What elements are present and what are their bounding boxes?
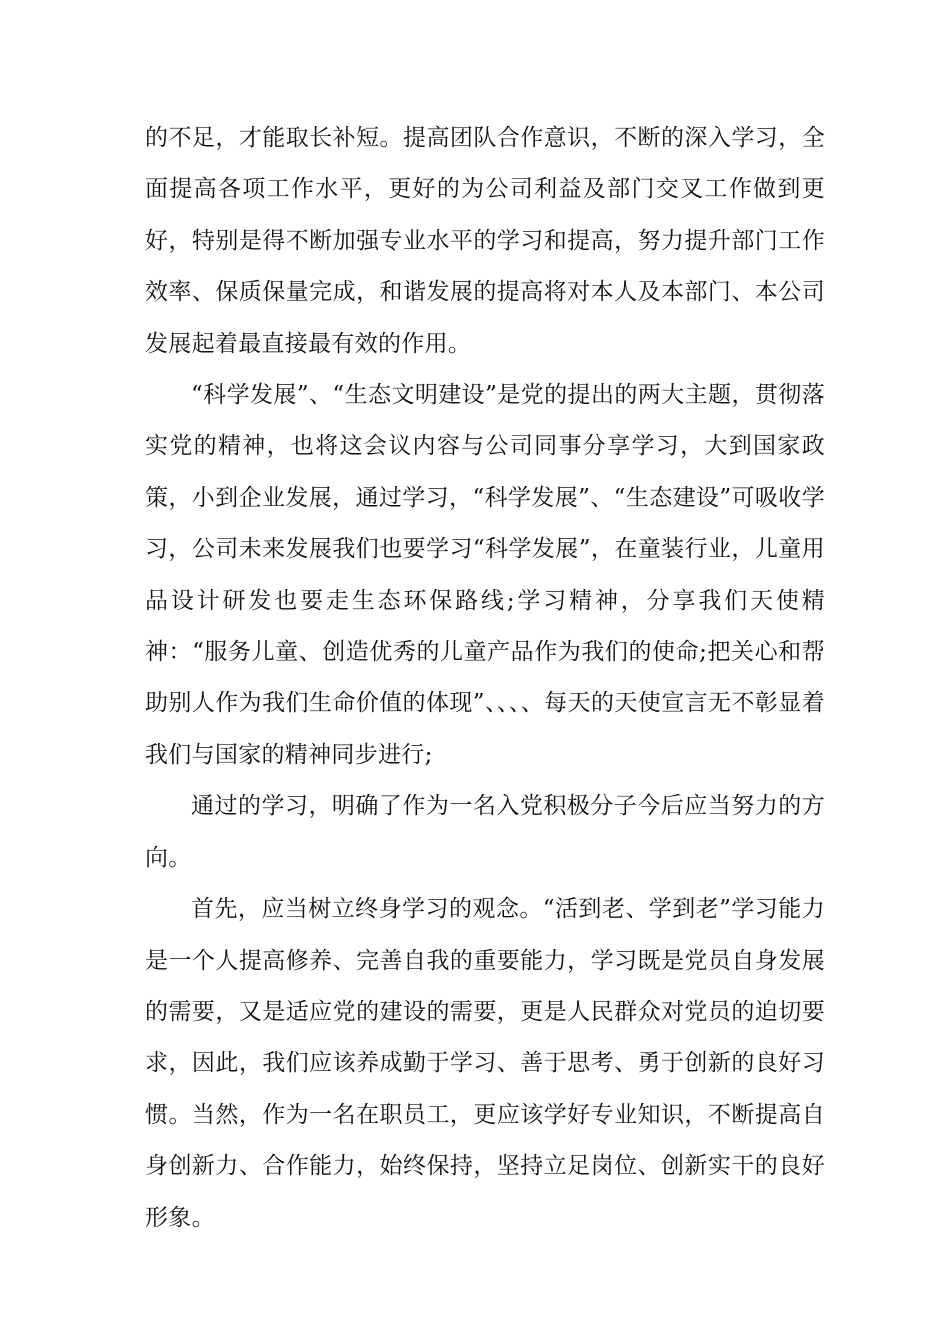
document-body (145, 113, 825, 1244)
paragraph-3: 通过的学习，明确了作为一名入党积极分子今后应当努力的方向。 (145, 793, 825, 871)
paragraph-4: 首先，应当树立终身学习的观念。“活到老、学到老”学习能力是一个人提高修养、完善自我的重要能力，学习既是党员自身发展的需要，又是适应党的建设的需要，更是人民群众对党员的迫切要求，因此，我们应该养成勤于学习、善于思考、勇于创新的良好习惯。当然，作为一名在职员工，更应该学好专业知识，不断提高自身创新力、合作能力，始终保持，坚持立足岗位、创新实干的良好形象。 (145, 896, 825, 1231)
paragraph-2: “科学发展”、“生态文明建设”是党的提出的两大主题，贯彻落实党的精神，也将这会议内容与公司同事分享学习，大到国家政策，小到企业发展，通过学习，“科学发展”、“生态建设”可吸收学习，公司未来发展我们也要学习“科学发展”，在童装行业，儿童用品设计研发也要走生态环保路线;学习精神，分享我们天使精神：“服务儿童、创造优秀的儿童产品作为我们的使命;把关心和帮助别人作为我们生命价值的体现”、、、、每天的天使宣言无不彰显着我们与国家的精神同步进行; (145, 382, 825, 768)
paragraph-1: 的不足，才能取长补短。提高团队合作意识，不断的深入学习，全面提高各项工作水平，更好的为公司利益及部门交叉工作做到更好，特别是得不断加强专业水平的学习和提高，努力提升部门工作效率、保质保量完成，和谐发展的提高将对本人及本部门、本公司发展起着最直接最有效的作用。 (145, 125, 825, 357)
